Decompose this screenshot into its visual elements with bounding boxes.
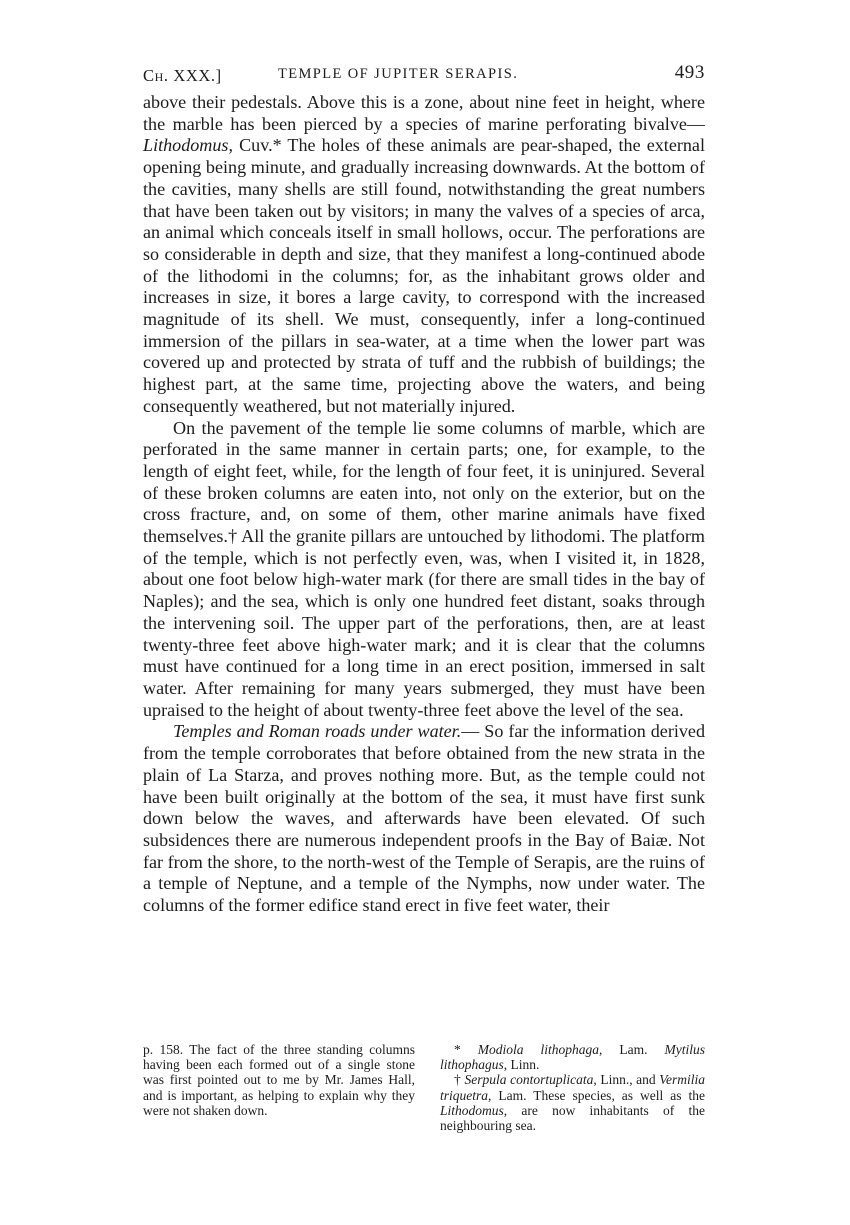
italic-text: Lithodomus [143, 135, 229, 156]
footnote [440, 1042, 705, 1072]
italic-text: Temples and Roman roads under water. [173, 721, 462, 742]
footnote [440, 1072, 705, 1133]
running-head [143, 62, 705, 92]
page-number: 493 [674, 62, 705, 83]
text-run: , Lam. These species, as well as the [488, 1087, 705, 1103]
italic-text: Serpula contortuplicata [464, 1072, 594, 1088]
italic-text: Vermilia triquetra [440, 1072, 705, 1103]
italic-text: Modiola lithophaga [477, 1042, 599, 1057]
paragraph [143, 92, 705, 418]
text-run: † [454, 1072, 465, 1088]
italic-text: Lithodomus [440, 1102, 504, 1118]
text-run: , Linn., and [593, 1072, 660, 1088]
text-run: , are now inhabitants of the neighbouring sea. [440, 1102, 705, 1134]
footnote-column-right [440, 1042, 705, 1133]
book-page [143, 62, 705, 1134]
italic-text: Mytilus lithophagus [440, 1042, 705, 1073]
body-text [143, 92, 705, 917]
text-run: above their pedestals. Above this is a zone, about nine feet in height, where the marble has been pierced by a species of marine perforating bivalve— [143, 92, 705, 134]
footnote-column-left [143, 1042, 415, 1118]
text-run: , Cuv.* The holes of these animals are pear-shaped, the external opening being minute, and gradually increasing downwards. At the bottom of the cavities, many shells are still found, notwithstanding the great numbers that have been taken out by visitors; in many the valves of a species of arca, an animal which conceals itself in small hollows, occur. The perforations are so considerable in depth and size, that they manifest a long-continued abode of the lithodomi in the columns; for, as the inhabitant grows older and increases in size, it bores a large cavity, to correspond with the increased magnitude of its shell. We must, consequently, infer a long-continued immersion of the pillars in sea-water, at a time when the lower part was covered up and protected by strata of tuff and the rubbish of buildings; the highest part, at the same time, projecting above the waters, and being consequently weathered, but not materially injured. [143, 135, 705, 416]
text-run: , Lam. [599, 1042, 665, 1057]
paragraph [143, 418, 705, 722]
chapter-reference: Ch. XXX.] [143, 66, 222, 85]
text-run: , Linn. [503, 1057, 540, 1073]
footnote-continuation: p. 158. The fact of the three standing columns having been each formed out of a single stone was first pointed out to me by Mr. James Hall, and is important, as helping to explain why they were not shaken down. [143, 1042, 415, 1118]
text-run: * [454, 1042, 478, 1057]
text-run: — So far the information derived from the temple corroborates that before obtained from the new strata in the plain of La Starza, and proves nothing more. But, as the temple could not have been built originally at the bottom of the sea, it must have first sunk down below the waves, and afterwards have been elevated. Of such subsidences there are numerous independent proofs in the Bay of Baiæ. Not far from the shore, to the north-west of the Temple of Serapis, are the ruins of a temple of Neptune, and a temple of the Nymphs, now under water. The columns of the former edifice stand erect in five feet water, their [143, 721, 705, 916]
running-title: TEMPLE OF JUPITER SERAPIS. [278, 66, 519, 82]
paragraph [143, 721, 705, 916]
text-run: On the pavement of the temple lie some columns of marble, which are perforated in the same manner in certain parts; one, for example, to the length of eight feet, while, for the length of four feet, it is uninjured. Several of these broken columns are eaten into, not only on the exterior, but on the cross fracture, and, on some of them, other marine animals have fixed themselves.† All the granite pillars are untouched by lithodomi. The platform of the temple, which is not perfectly even, was, when I visited it, in 1828, about one foot below high-water mark (for there are small tides in the bay of Naples); and the sea, which is only one hundred feet distant, soaks through the intervening soil. The upper part of the perforations, then, are at least twenty-three feet above high-water mark; and it is clear that the columns must have continued for a long time in an erect position, immersed in salt water. After remaining for many years submerged, they must have been upraised to the height of about twenty-three feet above the level of the sea. [143, 417, 705, 720]
